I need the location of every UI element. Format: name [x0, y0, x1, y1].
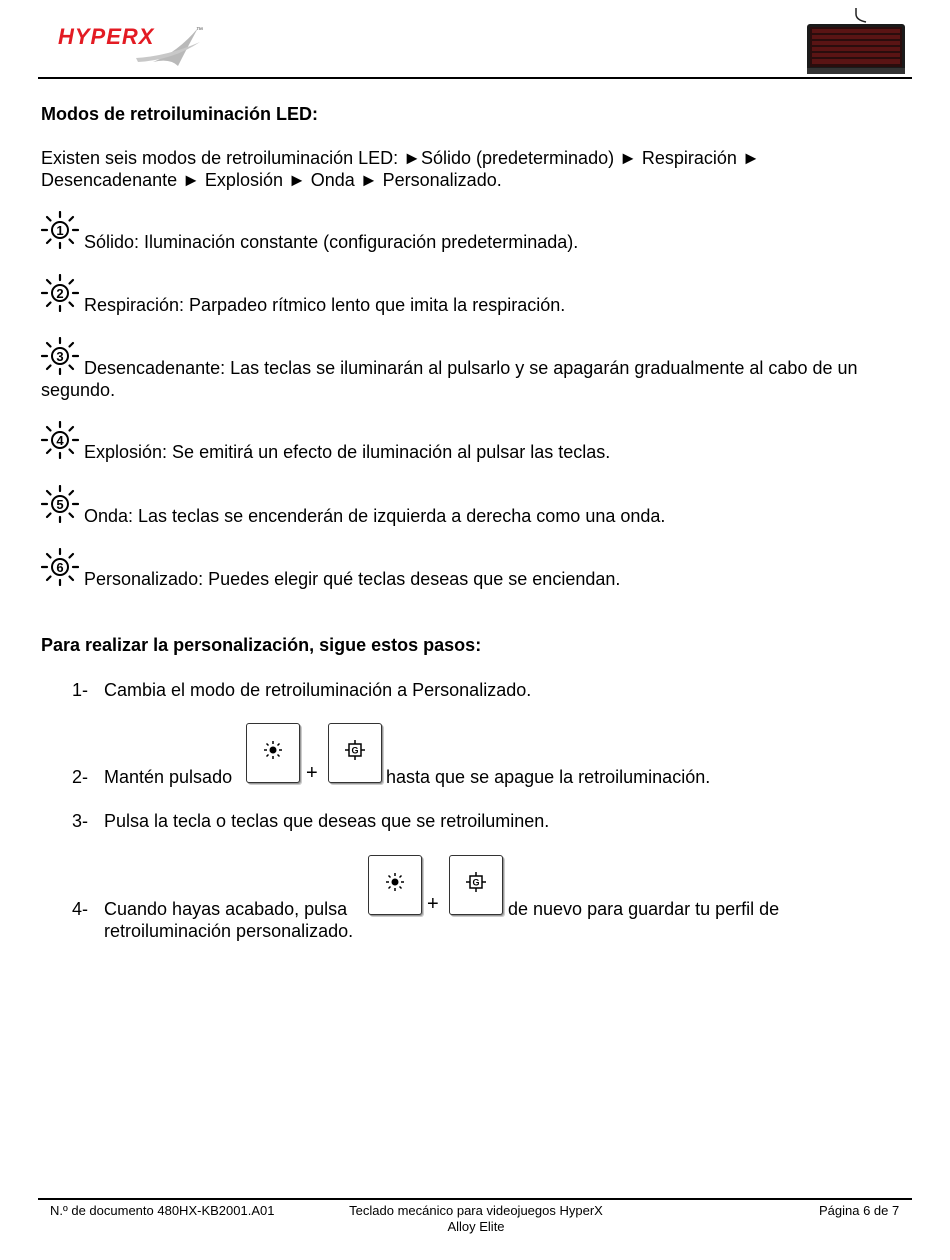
custom-heading: Para realizar la personalización, sigue estos pasos:: [41, 635, 482, 655]
svg-text:5: 5: [56, 497, 64, 512]
svg-text:4: 4: [56, 433, 64, 448]
svg-text:3: 3: [56, 349, 64, 364]
led-mode-item: [41, 211, 911, 253]
step-1-text: Cambia el modo de retroiluminación a Personalizado.: [104, 680, 532, 700]
svg-text:HYPERX: HYPERX: [58, 24, 155, 49]
brightness-key: [368, 855, 422, 915]
led-mode-1-icon: [41, 211, 79, 249]
step-2-number: 2-: [72, 767, 89, 787]
step-3-number: 3-: [72, 811, 89, 831]
step-4-text-line2: retroiluminación personalizado.: [104, 921, 354, 941]
svg-text:1: 1: [56, 223, 64, 238]
plus-sign: +: [427, 893, 439, 915]
svg-text:2: 2: [56, 286, 64, 301]
game-mode-icon: [345, 740, 365, 760]
hyperx-logo: [58, 22, 208, 70]
led-mode-item: [41, 337, 911, 401]
footer-product-line2: Alloy Elite: [447, 1219, 505, 1234]
led-mode-6-icon: [41, 548, 79, 586]
footer-product: [330, 1203, 622, 1235]
led-mode-5-icon: [41, 485, 79, 523]
svg-text:G: G: [472, 877, 480, 888]
led-mode-text: Desencadenante: Las teclas se iluminarán al pulsarlo y se apagarán gradualmente al cabo de un segundo.: [41, 358, 858, 400]
step-2-text-after: hasta que se apague la retroiluminación.: [386, 767, 711, 787]
led-mode-text: Onda: Las teclas se encenderán de izquierda a derecha como una onda.: [84, 506, 666, 526]
game-mode-key: [328, 723, 382, 783]
footer-divider: [38, 1198, 912, 1200]
svg-text:6: 6: [56, 560, 64, 575]
backlight-intro-line2: Desencadenante ► Explosión ► Onda ► Personalizado.: [41, 170, 502, 190]
led-mode-text: Respiración: Parpadeo rítmico lento que imita la respiración.: [84, 295, 566, 315]
led-mode-item: [41, 421, 911, 463]
backlight-intro-line1: Existen seis modos de retroiluminación LED: ►Sólido (predeterminado) ► Respiración ►: [41, 148, 760, 168]
game-mode-key: [449, 855, 503, 915]
brightness-key: [246, 723, 300, 783]
step-2-text-before: Mantén pulsado: [104, 767, 233, 787]
footer-doc-number: N.º de documento 480HX-KB2001.A01: [50, 1203, 275, 1218]
step-4-text-after: de nuevo para guardar tu perfil de: [508, 899, 780, 919]
brightness-icon: [385, 872, 405, 892]
step-4-text-before: Cuando hayas acabado, pulsa: [104, 899, 348, 919]
step-1-number: 1-: [72, 680, 89, 700]
footer-product-line1: Teclado mecánico para videojuegos HyperX: [349, 1203, 603, 1218]
led-mode-item: [41, 548, 911, 590]
brightness-icon: [263, 740, 283, 760]
led-mode-4-icon: [41, 421, 79, 459]
svg-text:G: G: [351, 745, 359, 756]
led-mode-item: [41, 274, 911, 316]
game-mode-icon: [466, 872, 486, 892]
step-3-text: Pulsa la tecla o teclas que deseas que se retroiluminen.: [104, 811, 550, 831]
footer-page-number: Página 6 de 7: [819, 1203, 900, 1218]
keyboard-product-image: [806, 8, 906, 76]
backlight-heading: Modos de retroiluminación LED:: [41, 104, 319, 124]
plus-sign: +: [306, 762, 318, 784]
led-mode-item: [41, 485, 911, 527]
step-4-number: 4-: [72, 899, 89, 919]
led-mode-text: Sólido: Iluminación constante (configuración predeterminada).: [84, 232, 579, 252]
led-mode-text: Explosión: Se emitirá un efecto de iluminación al pulsar las teclas.: [84, 442, 611, 462]
led-mode-text: Personalizado: Puedes elegir qué teclas deseas que se enciendan.: [84, 569, 621, 589]
header-divider: [38, 77, 912, 79]
led-mode-3-icon: [41, 337, 79, 375]
svg-text:™: ™: [196, 27, 203, 34]
led-mode-2-icon: [41, 274, 79, 312]
